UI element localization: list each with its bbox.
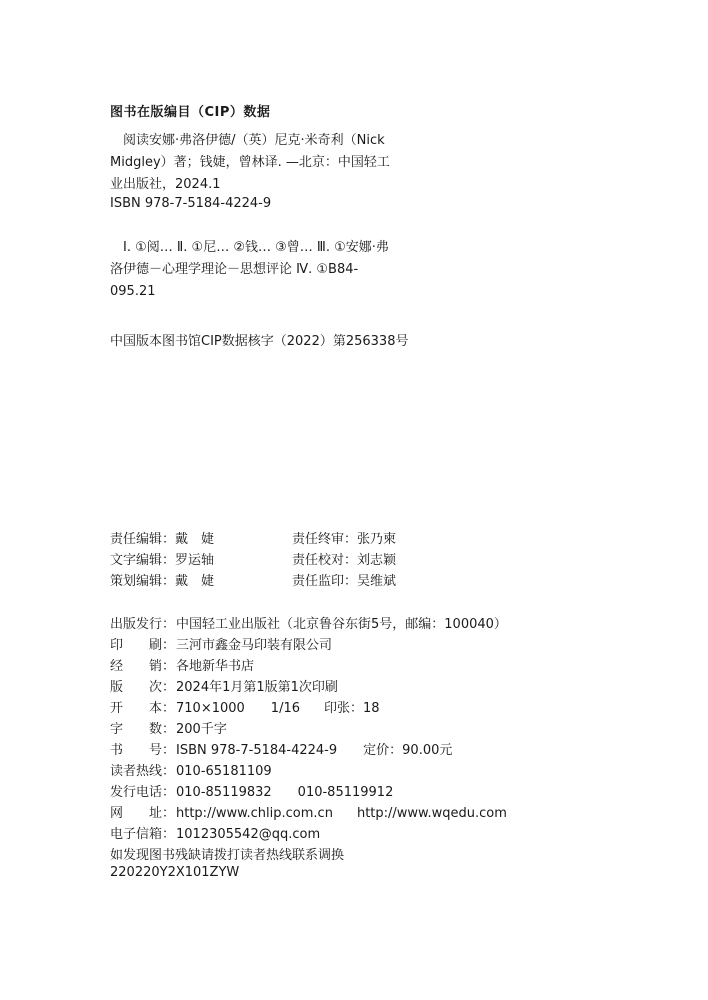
replacement-notice: 如发现图书残缺请拨打读者热线联系调换 — [110, 848, 345, 863]
book-number-row — [110, 739, 507, 760]
distribution-phone-1: 010-85119832 — [176, 785, 272, 800]
distribution-phone-row — [110, 781, 507, 802]
publisher-row — [110, 613, 507, 634]
website-label: 网 址： — [110, 806, 176, 821]
distributor-value: 各地新华书店 — [176, 659, 255, 674]
format-row — [110, 697, 507, 718]
print-code: 220220Y2X101ZYW — [110, 865, 240, 880]
staff-row — [110, 528, 410, 549]
print-supervisor: 责任监印：吴维斌 — [292, 574, 397, 589]
proofreader: 责任校对：刘志颖 — [292, 553, 397, 568]
website-link-2[interactable]: http://www.wqedu.com — [356, 806, 507, 821]
hotline-value: 010-65181109 — [176, 764, 272, 779]
format-fraction: 1/16 — [270, 701, 300, 716]
publisher-value: 中国轻工业出版社（北京鲁谷东街5号，邮编：100040） — [176, 617, 507, 632]
email-label: 电子信箱： — [110, 827, 176, 842]
printer-value: 三河市鑫金马印装有限公司 — [176, 638, 333, 653]
code-row — [110, 865, 507, 886]
staff-list — [110, 528, 410, 591]
cip-title: 图书在版编目（CIP）数据 — [110, 105, 271, 120]
book-number-value: ISBN 978-7-5184-4224-9 — [176, 743, 338, 758]
cip-bibliographic-record: 阅读安娜·弗洛伊德/（英）尼克·米奇利（Nick Midgley）著；钱婕，曾林译. —北京：中国轻工业出版社，2024.1 — [110, 133, 390, 192]
final-reviewer: 责任终审：张乃柬 — [292, 532, 397, 547]
format-value: 710×1000 — [176, 701, 245, 716]
words-row — [110, 718, 507, 739]
website-link-1[interactable]: http://www.chlip.com.cn — [176, 806, 333, 821]
email-row — [110, 823, 507, 844]
edition-row — [110, 676, 507, 697]
distributor-label: 经 销： — [110, 659, 176, 674]
cip-core-number: 中国版本图书馆CIP数据核字（2022）第256338号 — [110, 334, 409, 349]
distributor-row — [110, 655, 507, 676]
printer-row — [110, 634, 507, 655]
distribution-phone-2: 010-85119912 — [297, 785, 394, 800]
website-row — [110, 802, 507, 823]
staff-row — [110, 570, 410, 591]
hotline-label: 读者热线： — [110, 764, 176, 779]
edition-value: 2024年1月第1版第1次印刷 — [176, 680, 338, 695]
publisher-label: 出版发行： — [110, 617, 176, 632]
edition-label: 版 次： — [110, 680, 176, 695]
words-value: 200千字 — [176, 722, 227, 737]
staff-row — [110, 549, 410, 570]
planning-editor: 策划编辑：戴 婕 — [110, 574, 215, 589]
text-editor: 文字编辑：罗运轴 — [110, 553, 215, 568]
words-label: 字 数： — [110, 722, 176, 737]
email-value[interactable]: 1012305542@qq.com — [176, 827, 321, 842]
book-number-label: 书 号： — [110, 743, 176, 758]
publication-info — [110, 613, 507, 886]
distribution-phone-label: 发行电话： — [110, 785, 176, 800]
printed-sheets: 印张：18 — [324, 701, 380, 716]
hotline-row — [110, 760, 507, 781]
printer-label: 印 刷： — [110, 638, 176, 653]
cip-classification: Ⅰ. ①阅… Ⅱ. ①尼… ②钱… ③曾… Ⅲ. ①安娜·弗洛伊德－心理学理论－思想评论 Ⅳ. ①B84-095.21 — [110, 240, 389, 299]
responsible-editor: 责任编辑：戴 婕 — [110, 532, 215, 547]
format-label: 开 本： — [110, 701, 176, 716]
price: 定价：90.00元 — [363, 743, 453, 758]
cip-isbn: ISBN 978-7-5184-4224-9 — [110, 196, 272, 211]
notice-row — [110, 844, 507, 865]
